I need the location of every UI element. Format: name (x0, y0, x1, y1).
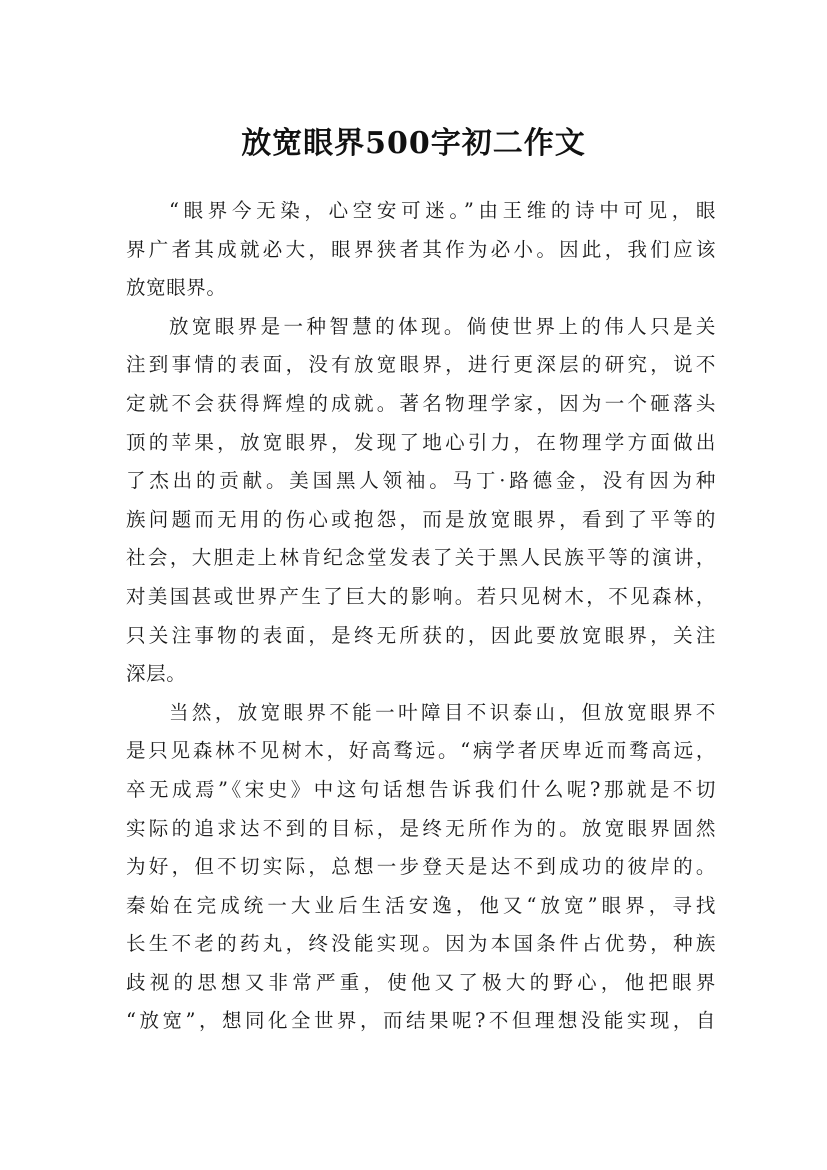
text-line: “放宽”，想同化全世界，而结果呢?不但理想没能实现，自 (126, 1009, 716, 1033)
text-line: 社会，大胆走上林肯纪念堂发表了关于黑人民族平等的演讲， (126, 546, 716, 570)
text-line: 放宽眼界。 (126, 276, 227, 300)
text-line: 实际的追求达不到的目标，是终无所作为的。放宽眼界固然 (126, 816, 716, 840)
text-line: 卒无成焉”《宋史》中这句话想告诉我们什么呢?那就是不切 (126, 777, 716, 801)
text-line: 只关注事物的表面，是终无所获的，因此要放宽眼界，关注 (126, 623, 716, 647)
text-line: “眼界今无染，心空安可迷。”由王维的诗中可见，眼 (169, 199, 716, 222)
text-line: 是只见森林不见树木，好高骛远。“病学者厌卑近而骛高远， (126, 739, 716, 763)
text-line: 对美国甚或世界产生了巨大的影响。若只见树木，不见森林， (126, 584, 716, 608)
text-line: 为好，但不切实际，总想一步登天是达不到成功的彼岸的。 (126, 855, 716, 879)
paragraph-3 (126, 694, 716, 1041)
text-line: 深层。 (126, 662, 187, 686)
text-line: 放宽眼界是一种智慧的体现。倘使世界上的伟人只是关 (169, 314, 716, 338)
text-line: 长生不老的药丸，终没能实现。因为本国条件占优势，种族 (126, 932, 716, 956)
text-line: 了杰出的贡献。美国黑人领袖。马丁·路德金，没有因为种 (126, 469, 716, 493)
text-line: 定就不会获得辉煌的成就。著名物理学家，因为一个砸落头 (126, 391, 716, 415)
text-line: 秦始在完成统一大业后生活安逸，他又“放宽”眼界，寻找 (126, 893, 716, 917)
text-line: 顶的苹果，放宽眼界，发现了地心引力，在物理学方面做出 (126, 430, 716, 454)
essay-body (126, 192, 716, 1041)
text-line: 注到事情的表面，没有放宽眼界，进行更深层的研究，说不 (126, 353, 716, 377)
page-title: 放宽眼界500字初二作文 (241, 126, 586, 162)
paragraph-2 (126, 308, 716, 694)
text-line: 歧视的思想又非常严重，使他又了极大的野心，他把眼界 (126, 970, 716, 994)
text-line: 当然，放宽眼界不能一叶障目不识泰山，但放宽眼界不 (169, 700, 716, 724)
paragraph-1 (126, 192, 716, 308)
text-line: 界广者其成就必大，眼界狭者其作为必小。因此，我们应该 (126, 237, 716, 261)
text-line: 族问题而无用的伤心或抱怨，而是放宽眼界，看到了平等的 (126, 507, 716, 531)
